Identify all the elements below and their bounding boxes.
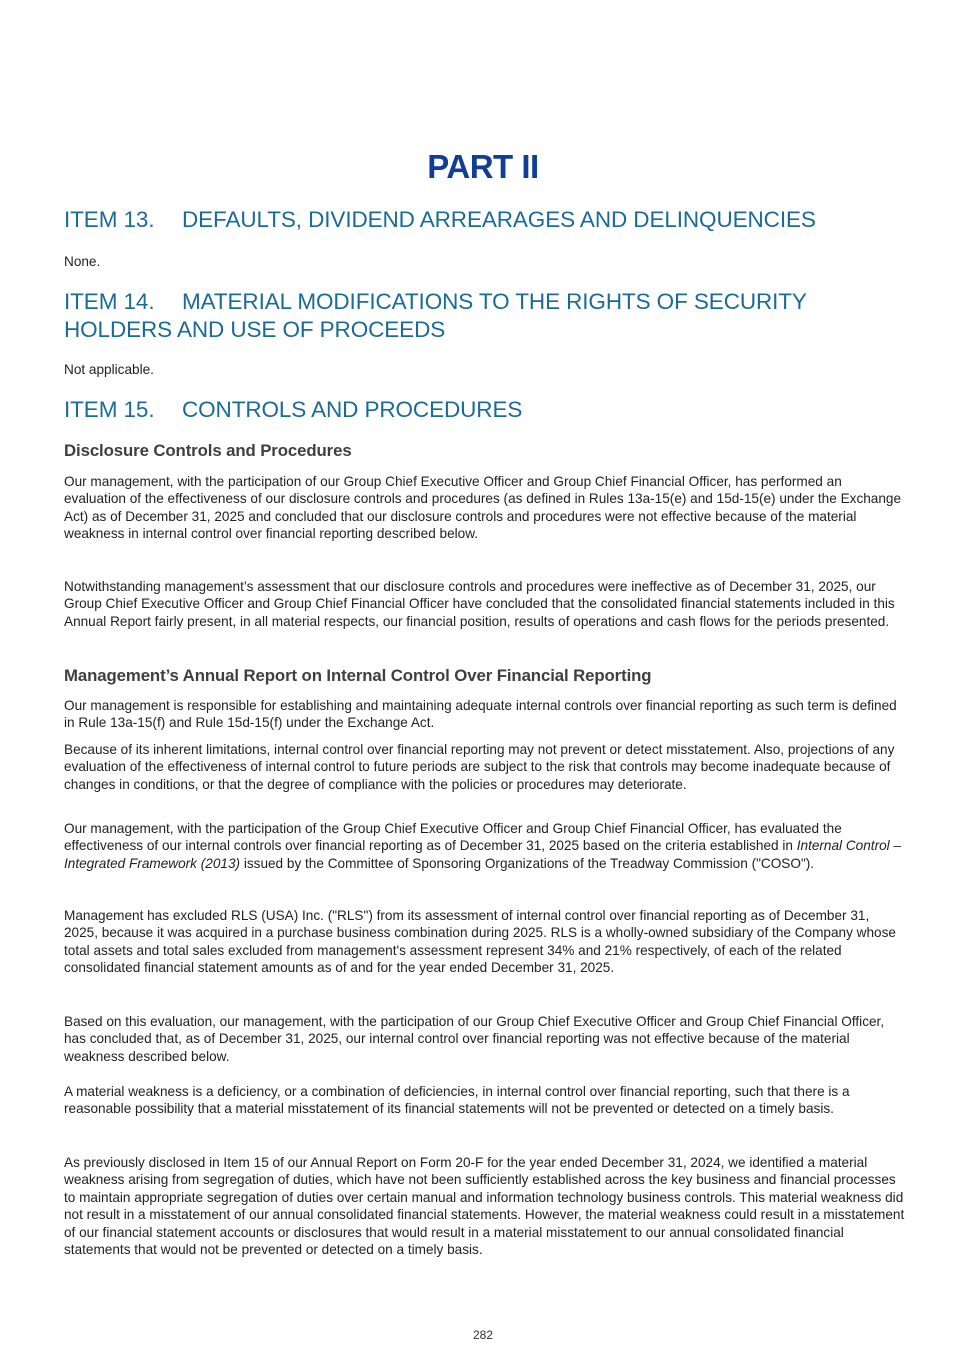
- item15-heading: [64, 396, 522, 424]
- management-paragraph-5: Based on this evaluation, our management, with the participation of our Group Chief Executive Officer and Group Chief Financial Officer, has concluded that, as of December 31, 2025, our internal control over financial reporting was not effective because of the material weakness described below.: [64, 1014, 885, 1064]
- management-paragraph-3: [64, 820, 906, 872]
- management-paragraph-1: Our management is responsible for establishing and maintaining adequate internal controls over financial reporting as such term is defined in Rule 13a-15(f) and Rule 15d-15(f) under the Exchange Act.: [64, 698, 897, 731]
- item13-title: DEFAULTS, DIVIDEND ARREARAGES AND DELINQUENCIES: [182, 207, 816, 232]
- item14-number: ITEM 14.: [64, 289, 155, 314]
- management-paragraph-4: Management has excluded RLS (USA) Inc. ("RLS") from its assessment of internal control over financial reporting as of December 31, 2025, because it was acquired in a purchase business combination during 2025. RLS is a wholly-owned subsidiary of the Company whose total assets and total sales excluded from management's assessment represent 34% and 21% respectively, of each of the related consolidated financial statement amounts as of and for the year ended December 31, 2025.: [64, 908, 896, 976]
- disclosure-paragraph-2: Notwithstanding management’s assessment that our disclosure controls and procedures were ineffective as of December 31, 2025, our Group Chief Executive Officer and Group Chief Financial Officer have concluded that the consolidated financial statements included in this Annual Report fairly present, in all material respects, our financial position, results of operations and cash flows for the periods presented.: [64, 579, 895, 629]
- item14-body: Not applicable.: [64, 362, 154, 377]
- coso-framework-title: Internal Control – Integrated Framework (2013): [64, 838, 902, 871]
- part-title: PART II: [427, 148, 539, 185]
- item14-title-line1: MATERIAL MODIFICATIONS TO THE RIGHTS OF SECURITY: [182, 289, 807, 314]
- management-heading: Management’s Annual Report on Internal Control Over Financial Reporting: [64, 666, 652, 685]
- item14-heading: [64, 288, 807, 343]
- page-number: 282: [472, 1328, 494, 1342]
- management-paragraph-3-end: issued by the Committee of Sponsoring Organizations of the Treadway Commission ("COSO").: [240, 855, 815, 871]
- item15-title: CONTROLS AND PROCEDURES: [182, 397, 523, 422]
- management-paragraph-2: Because of its inherent limitations, internal control over financial reporting may not prevent or detect misstatement. Also, projections of any evaluation of the effectiveness of internal control to future periods are subject to the risk that controls may become inadequate because of changes in conditions, or that the degree of compliance with the policies or procedures may deteriorate.: [64, 742, 895, 792]
- item14-title-line2: HOLDERS AND USE OF PROCEEDS: [64, 316, 446, 342]
- management-paragraph-6: A material weakness is a deficiency, or a combination of deficiencies, in internal control over financial reporting, such that there is a reasonable possibility that a material misstatement of its financial statements will not be prevented or detected on a timely basis.: [64, 1084, 850, 1117]
- item13-heading: [64, 206, 816, 234]
- disclosure-paragraph-1: Our management, with the participation of our Group Chief Executive Officer and Group Chief Financial Officer, has performed an evaluation of the effectiveness of our disclosure controls and procedures (as defined in Rules 13a-15(e) and 15d-15(e) under the Exchange Act) as of December 31, 2025 and concluded that our disclosure controls and procedures were not effective because of the material weakness in internal control over financial reporting described below.: [64, 474, 902, 542]
- management-paragraph-7: As previously disclosed in Item 15 of our Annual Report on Form 20-F for the year ended December 31, 2024, we identified a material weakness arising from segregation of duties, which have not been sufficiently established across the key business and financial processes to maintain appropriate segregation of duties over certain manual and information technology business controls. This material weakness did not result in a misstatement of our annual consolidated financial statements. However, the material weakness could result in a misstatement of our financial statement accounts or disclosures that would result in a material misstatement to our annual consolidated financial statements that would not be prevented or detected on a timely basis.: [64, 1155, 905, 1258]
- item13-body: None.: [64, 254, 101, 269]
- management-paragraph-3-start: Our management, with the participation of the Group Chief Executive Officer and Group Chief Financial Officer, has evaluated the effectiveness of our internal controls over financial reporting as of December 31, 2025 based on the criteria established in: [64, 821, 842, 854]
- item13-number: ITEM 13.: [64, 207, 155, 232]
- disclosure-heading: Disclosure Controls and Procedures: [64, 441, 352, 460]
- item15-number: ITEM 15.: [64, 397, 155, 422]
